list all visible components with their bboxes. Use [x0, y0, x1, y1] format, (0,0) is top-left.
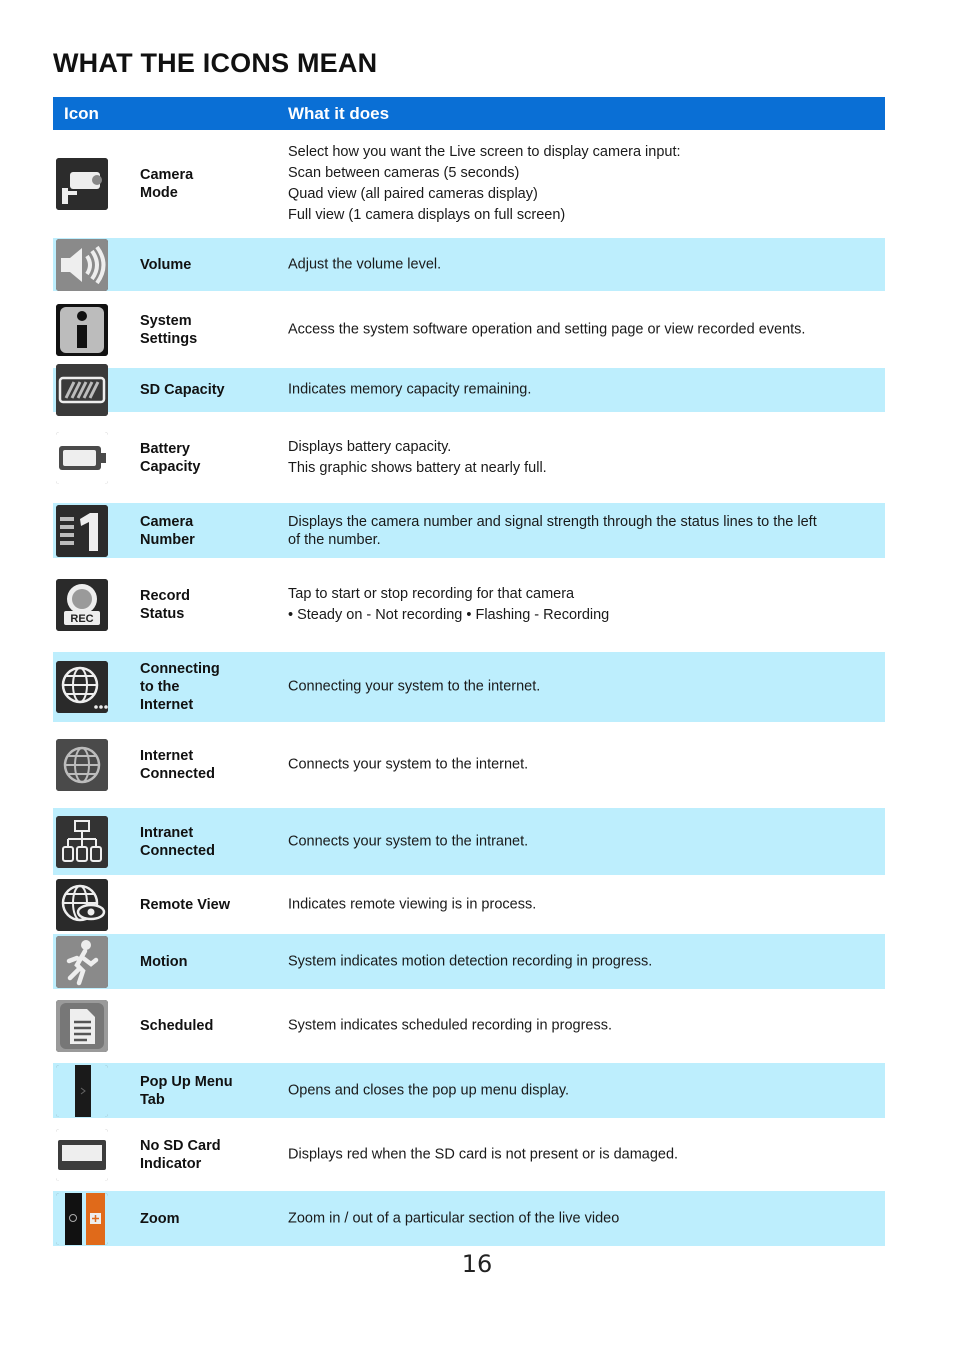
icon-name — [140, 1073, 280, 1109]
table-row — [53, 503, 885, 558]
icon-name — [140, 312, 280, 348]
description-line: Adjust the volume level. — [288, 256, 442, 272]
icons-table — [53, 97, 885, 1246]
sd-card-icon — [56, 364, 108, 416]
icon-description — [288, 513, 878, 549]
running-person-icon — [56, 936, 108, 988]
description-line: of the number. — [288, 531, 381, 548]
description-line: Tap to start or stop recording for that camera — [288, 586, 575, 602]
description-line: Quad view (all paired cameras display) — [288, 186, 538, 202]
table-row — [53, 934, 885, 989]
description-line: • Steady on - Not recording • Flashing - Recording — [288, 607, 610, 623]
description-line: Full view (1 camera displays on full screen) — [288, 207, 566, 223]
icon-name-line: Remote View — [140, 896, 230, 913]
description-line: Scan between cameras (5 seconds) — [288, 165, 520, 181]
camera-number-icon — [56, 505, 108, 557]
info-icon — [56, 304, 108, 356]
icon-name — [140, 166, 280, 202]
icon-description — [288, 254, 878, 275]
description-line: Connects your system to the intranet. — [288, 833, 529, 849]
icon-name-line: Volume — [140, 256, 192, 273]
record-icon — [56, 579, 108, 631]
camera-icon — [56, 158, 108, 210]
icon-name — [140, 440, 280, 476]
icon-name-line: Internet — [140, 697, 194, 713]
icon-name-line: Motion — [140, 953, 188, 970]
icon-name-line: Status — [140, 606, 185, 622]
icon-description — [288, 831, 878, 852]
icon-name-line: Connected — [140, 842, 215, 859]
icon-name-line: to the — [140, 679, 180, 695]
icon-name-line: Camera — [140, 167, 194, 183]
page-title: WHAT THE ICONS MEAN — [53, 48, 378, 78]
table-row — [53, 808, 885, 875]
icon-name-line: Connecting — [140, 661, 220, 677]
icon-description — [288, 1080, 878, 1101]
table-row — [53, 652, 885, 722]
icon-description — [288, 677, 878, 698]
icon-name — [140, 747, 280, 783]
icon-name — [140, 896, 280, 914]
table-row — [53, 1118, 885, 1191]
table-row — [53, 989, 885, 1063]
table-row — [53, 238, 885, 291]
page-number: 16 — [461, 1250, 493, 1278]
icon-name-line: SD Capacity — [140, 382, 225, 398]
icon-name — [140, 587, 280, 623]
table-body — [53, 130, 885, 1246]
icon-name — [140, 1210, 280, 1228]
icon-name-line: Intranet — [140, 824, 194, 841]
table-row — [53, 722, 885, 808]
description-line: Select how you want the Live screen to display camera input: — [288, 144, 681, 160]
icon-name — [140, 824, 280, 860]
table-row — [53, 368, 885, 412]
speaker-icon — [56, 239, 108, 291]
icon-description — [288, 1208, 878, 1229]
icon-name-line: No SD Card — [140, 1137, 221, 1154]
icon-name-line: Pop Up Menu — [140, 1073, 233, 1090]
table-row — [53, 875, 885, 934]
icon-description — [288, 319, 878, 340]
icon-description — [288, 380, 878, 401]
description-line: Displays red when the SD card is not present or is damaged. — [288, 1146, 679, 1162]
icon-description — [288, 584, 878, 626]
description-line: System indicates scheduled recording in progress. — [288, 1017, 612, 1034]
icon-name-line: Scheduled — [140, 1018, 214, 1034]
network-icon — [56, 816, 108, 868]
description-line: Indicates memory capacity remaining. — [288, 381, 532, 398]
icon-description — [288, 142, 878, 226]
description-line: Displays the camera number and signal strength through the status lines to the left — [288, 513, 817, 530]
description-line: Indicates remote viewing is in process. — [288, 896, 537, 912]
icon-description — [288, 437, 878, 479]
icon-name — [140, 256, 280, 274]
icon-name-line: Battery — [140, 440, 190, 457]
icon-name-line: Number — [140, 531, 195, 548]
description-line: Displays battery capacity. — [288, 438, 452, 455]
table-row — [53, 130, 885, 238]
icon-name — [140, 513, 280, 549]
no-sd-card-icon — [56, 1129, 108, 1181]
table-row — [53, 1191, 885, 1246]
icon-name — [140, 1137, 280, 1173]
icon-name-line: Settings — [140, 330, 198, 347]
icon-description — [288, 755, 878, 776]
svg-text:REC: REC — [70, 613, 94, 625]
table-row — [53, 1063, 885, 1118]
icon-name-line: Camera — [140, 513, 194, 530]
table-row — [53, 558, 885, 652]
description-line: Connecting your system to the internet. — [288, 678, 541, 695]
globe-connecting-icon — [56, 661, 108, 713]
battery-icon — [56, 432, 108, 484]
icon-name — [140, 953, 280, 971]
document-icon — [56, 1000, 108, 1052]
globe-eye-icon — [56, 879, 108, 931]
icon-name-line: Zoom — [140, 1210, 180, 1227]
icon-description — [288, 951, 878, 972]
icon-name-line: Internet — [140, 748, 194, 764]
table-row — [53, 291, 885, 368]
description-line: Access the system software operation and setting page or view recorded events. — [288, 321, 806, 337]
icon-name-line: Indicator — [140, 1155, 202, 1172]
popup-tab-icon — [56, 1065, 108, 1117]
icon-name-line: Record — [140, 588, 190, 604]
icon-description — [288, 894, 878, 915]
globe-icon — [56, 739, 108, 791]
description-line: This graphic shows battery at nearly full. — [288, 459, 547, 476]
icon-description — [288, 1144, 878, 1165]
icon-name — [140, 660, 280, 714]
header-description-label: What it does — [288, 103, 390, 123]
zoom-icon — [56, 1193, 108, 1245]
header-icon-label: Icon — [64, 103, 99, 123]
icon-name-line: Capacity — [140, 458, 201, 475]
icon-name-line: Mode — [140, 185, 178, 201]
icon-name-line: Tab — [140, 1091, 165, 1108]
icon-name — [140, 1017, 280, 1035]
table-header — [53, 97, 885, 130]
description-line: System indicates motion detection recording in progress. — [288, 953, 653, 969]
description-line: Opens and closes the pop up menu display. — [288, 1082, 570, 1098]
table-row — [53, 412, 885, 503]
icon-name-line: System — [140, 312, 192, 329]
icon-name — [140, 381, 280, 399]
icon-description — [288, 1016, 878, 1037]
description-line: Zoom in / out of a particular section of the live video — [288, 1210, 620, 1226]
icon-name-line: Connected — [140, 766, 215, 782]
description-line: Connects your system to the internet. — [288, 756, 529, 773]
